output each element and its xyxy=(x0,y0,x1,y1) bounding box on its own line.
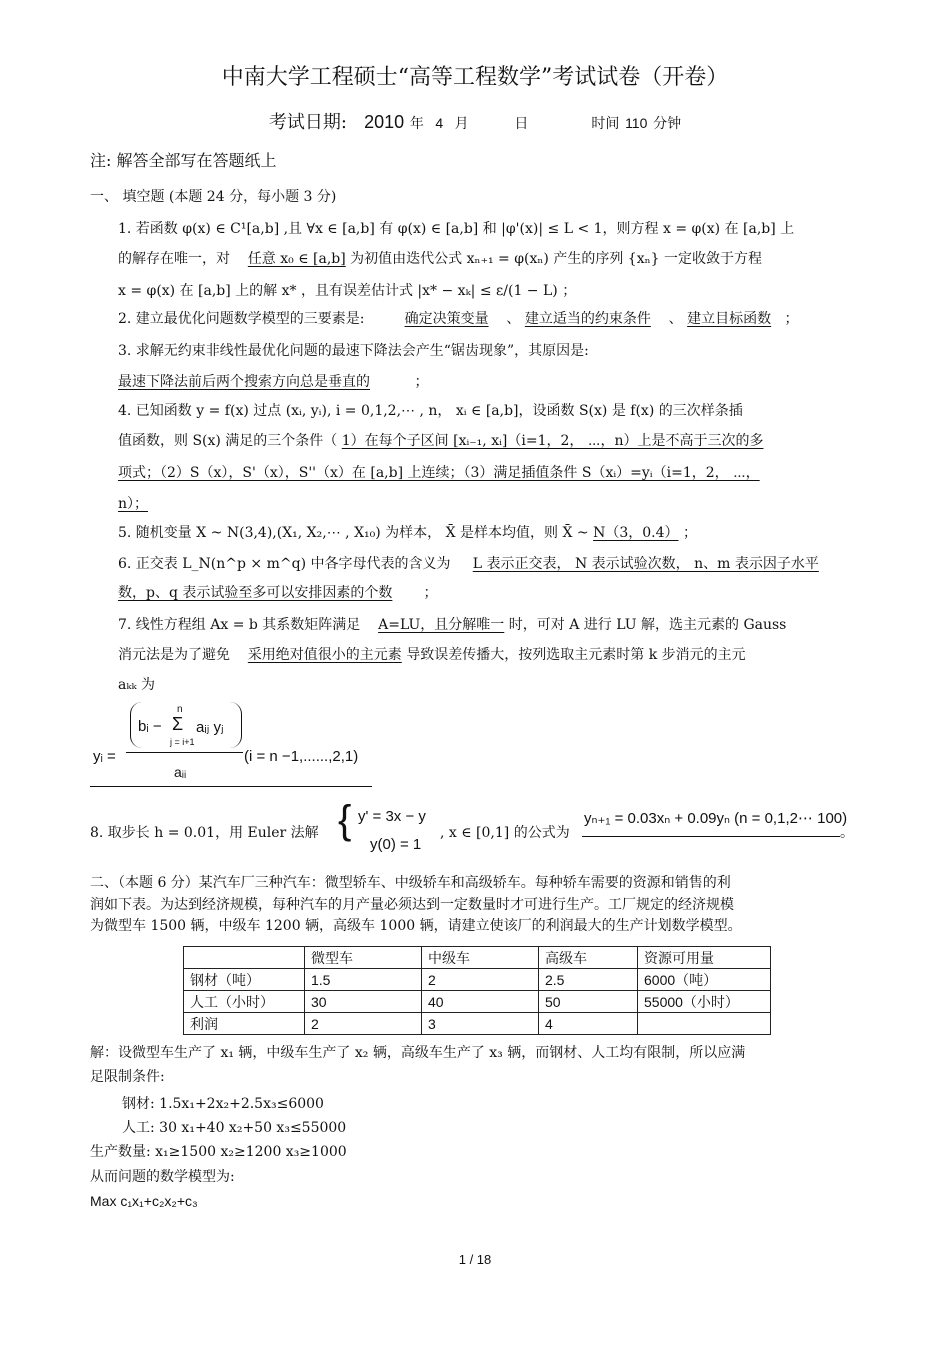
q8-text: 8. 取步长 h = 0.01，用 Euler 法解 xyxy=(90,825,319,841)
q5-line xyxy=(118,522,697,542)
table-cell: 钢材（吨） xyxy=(184,969,305,991)
page-title: 中南大学工程硕士“高等工程数学”考试试卷（开卷） xyxy=(221,65,729,90)
table-header-cell: 中级车 xyxy=(422,947,539,969)
table-cell: 30 xyxy=(305,991,422,1013)
table-header-cell xyxy=(184,947,305,969)
q4-line2 xyxy=(118,430,763,450)
exam-month: 4 xyxy=(435,115,444,131)
production-constraint: 生产数量: x₁≥1500 x₂≥1200 x₃≥1000 xyxy=(90,1144,347,1160)
q2-answer3: 建立目标函数 xyxy=(687,311,772,327)
exam-info xyxy=(0,108,950,134)
q7-formula-sum-top: n xyxy=(177,704,183,715)
table-header-cell: 资源可用量 xyxy=(638,947,771,969)
table-header-cell: 微型车 xyxy=(305,947,422,969)
note: 注: 解答全部写在答题纸上 xyxy=(90,151,277,170)
solution-line-2: 足限制条件: xyxy=(90,1069,165,1085)
section1-heading: 一、 填空题 (本题 24 分，每小题 3 分) xyxy=(90,189,337,205)
q7-formula-lhs: yᵢ = xyxy=(93,748,116,765)
q3-semicolon: ； xyxy=(414,374,429,390)
q8-system-eq1: y' = 3x − y xyxy=(358,808,426,825)
q7-formula-den: aᵢᵢ xyxy=(174,764,187,780)
q1-line1: 1. 若函数 φ(x) ∈ C¹[a,b] ,且 ∀x ∈ [a,b] 有 φ(x) ∈ [a,b] 和 |φ'(x)| ≤ L < 1，则方程 x = φ(x) 在 [a,b] 上 xyxy=(118,221,795,237)
q8-text2: , x ∈ [0,1] 的公式为 xyxy=(440,825,570,841)
table-cell: 6000（吨） xyxy=(638,969,771,991)
table-cell: 2.5 xyxy=(539,969,638,991)
model-intro: 从而问题的数学模型为: xyxy=(90,1169,235,1185)
q7-answer1: A=LU，且分解唯一 xyxy=(378,617,505,633)
q7-formula-num-right: aᵢⱼ yⱼ xyxy=(196,719,224,736)
q7-formula-underline xyxy=(90,786,372,787)
q7-text: 7. 线性方程组 Ax = b 其系数矩阵满足 xyxy=(118,617,361,633)
q8-end: 。 xyxy=(840,825,854,841)
q4-answer1: 1）在每个子区间 [xᵢ₋₁, xᵢ]（i=1，2， ⋯，n）上是不高于三次的多 xyxy=(341,433,764,449)
q8-answer-underline xyxy=(582,836,840,837)
solution-line-1: 解：设微型车生产了 x₁ 辆，中级车生产了 x₂ 辆，高级车生产了 x₃ 辆，而钢材、人工均有限制，所以应满 xyxy=(90,1045,746,1061)
q2-sep1: 、 xyxy=(506,311,521,327)
q6-text: 6. 正交表 L_N(n^p × m^q) 中各字母代表的含义为 xyxy=(118,556,451,572)
q7-text2: 时，可对 A 进行 LU 解，选主元素的 Gauss xyxy=(508,617,787,633)
q5-text: 5. 随机变量 X ~ N(3,4),(X₁, X₂,⋯ , X₁₀) 为样本， X̄ 是样本均值，则 X̄ ~ xyxy=(118,525,589,541)
q7-line1 xyxy=(118,614,786,634)
table-cell xyxy=(638,1013,771,1035)
q7-line3: aₖₖ 为 xyxy=(118,677,156,693)
objective-function: Max c₁x₁+c₂x₂+c₃ xyxy=(90,1193,198,1209)
table-row xyxy=(184,991,771,1013)
page-number: 1 / 18 xyxy=(458,1252,492,1267)
section2-intro-2: 润如下表。为达到经济规模，每种汽车的月产量必须达到一定数量时才可进行生产。工厂规定的经济规模 xyxy=(90,897,734,913)
month-unit: 月 xyxy=(454,116,469,132)
table-header-cell: 高级车 xyxy=(539,947,638,969)
q1-text: 的解存在唯一，对 xyxy=(118,251,230,267)
day-unit: 日 xyxy=(514,116,529,132)
q2-answer2: 建立适当的约束条件 xyxy=(524,311,651,327)
exam-year: 2010 xyxy=(364,112,405,132)
section2-intro-3: 为微型车 1500 辆，中级车 1200 辆，高级车 1000 辆，请建立使该厂的利润最大的生产计划数学模型。 xyxy=(90,918,742,934)
q1-answer1: 任意 x₀ ∈ [a,b] xyxy=(247,251,346,267)
q7-formula-tail: (i = n −1,......,2,1) xyxy=(244,748,359,765)
q3-answer-line xyxy=(118,371,429,391)
q6-line2 xyxy=(118,582,438,602)
q6-line1 xyxy=(118,553,819,573)
section2-intro-1: 二、（本题 6 分）某汽车厂三种汽车：微型轿车、中级轿车和高级轿车。每种轿车需要的资源和销售的利 xyxy=(90,875,731,891)
labor-constraint: 人工: 30 x₁+40 x₂+50 x₃≤55000 xyxy=(122,1120,347,1136)
table-cell: 4 xyxy=(539,1013,638,1035)
exam-date-label: 考试日期: xyxy=(268,112,347,133)
q7-formula-sum-bottom: j = i+1 xyxy=(170,737,195,747)
q4-line1: 4. 已知函数 y = f(x) 过点 (xᵢ, yᵢ), i = 0,1,2,⋯ , n， xᵢ ∈ [a,b]，设函数 S(x) 是 f(x) 的三次样条插 xyxy=(118,403,743,419)
q7-answer2: 采用绝对值很小的主元素 xyxy=(247,647,402,663)
q3-line: 3. 求解无约束非线性最优化问题的最速下降法会产生“锯齿现象”，其原因是: xyxy=(118,343,589,359)
q7-text4: 导致误差传播大，按列选取主元素时第 k 步消元的主元 xyxy=(406,647,746,663)
q5-semicolon: ； xyxy=(682,525,697,541)
q6-answer1: L 表示正交表， N 表示试验次数， n、m 表示因子水平 xyxy=(472,556,819,572)
q7-line2 xyxy=(118,644,746,664)
table-cell: 3 xyxy=(422,1013,539,1035)
table-cell: 50 xyxy=(539,991,638,1013)
q1-line2 xyxy=(118,248,762,268)
q3-answer: 最速下降法前后两个搜索方向总是垂直的 xyxy=(118,374,370,390)
q8-system-eq2: y(0) = 1 xyxy=(370,836,422,853)
exam-duration: 110 xyxy=(625,115,648,131)
table-row xyxy=(184,969,771,991)
table-header-row xyxy=(184,947,771,969)
q4-answer3: n）； xyxy=(118,496,149,512)
table-cell: 55000（小时） xyxy=(638,991,771,1013)
q4-text: 值函数，则 S(x) 满足的三个条件（ xyxy=(118,433,338,449)
resource-table xyxy=(183,946,771,1035)
q7-formula-fraction-bar xyxy=(126,752,243,753)
q1-text2: 为初值由迭代公式 xₙ₊₁ = φ(xₙ) 产生的序列 {xₙ} 一定收敛于方程 xyxy=(350,251,763,267)
q2-semicolon: ； xyxy=(784,311,799,327)
q2-line xyxy=(118,308,798,328)
steel-constraint: 钢材: 1.5x₁+2x₂+2.5x₃≤6000 xyxy=(122,1096,324,1112)
q6-semicolon: ； xyxy=(423,585,438,601)
q2-answer1: 确定决策变量 xyxy=(404,311,489,327)
q8-brace: { xyxy=(338,798,352,842)
year-unit: 年 xyxy=(409,116,424,132)
table-row xyxy=(184,1013,771,1035)
duration-unit: 分钟 xyxy=(653,116,682,132)
q1-line3: x = φ(x) 在 [a,b] 上的解 x* ，且有误差估计式 |x* − xₖ| ≤ ε/(1 − L) ； xyxy=(118,283,577,299)
q5-answer: N（3，0.4） xyxy=(593,525,679,541)
table-cell: 利润 xyxy=(184,1013,305,1035)
table-cell: 2 xyxy=(305,1013,422,1035)
table-cell: 人工（小时） xyxy=(184,991,305,1013)
q7-formula-num-left: bᵢ − xyxy=(138,718,162,735)
q2-sep2: 、 xyxy=(668,311,683,327)
table-cell: 1.5 xyxy=(305,969,422,991)
q6-answer2: 数，p、q 表示试验至多可以安排因素的个数 xyxy=(118,585,393,601)
q7-formula-sum: Σ xyxy=(172,714,184,734)
table-cell: 2 xyxy=(422,969,539,991)
q4-answer2: 项式；（2）S（x），S'（x），S''（x）在 [a,b] 上连续；（3）满足插值条件 S（xᵢ）=yᵢ（i=1，2， ⋯， xyxy=(118,465,760,481)
q7-text3: 消元法是为了避免 xyxy=(118,647,230,663)
time-label: 时间 xyxy=(591,116,620,132)
q2-text: 2. 建立最优化问题数学模型的三要素是: xyxy=(118,311,365,327)
q8-answer: yₙ₊₁ = 0.03xₙ + 0.09yₙ (n = 0,1,2⋯ 100) xyxy=(584,810,848,827)
table-cell: 40 xyxy=(422,991,539,1013)
